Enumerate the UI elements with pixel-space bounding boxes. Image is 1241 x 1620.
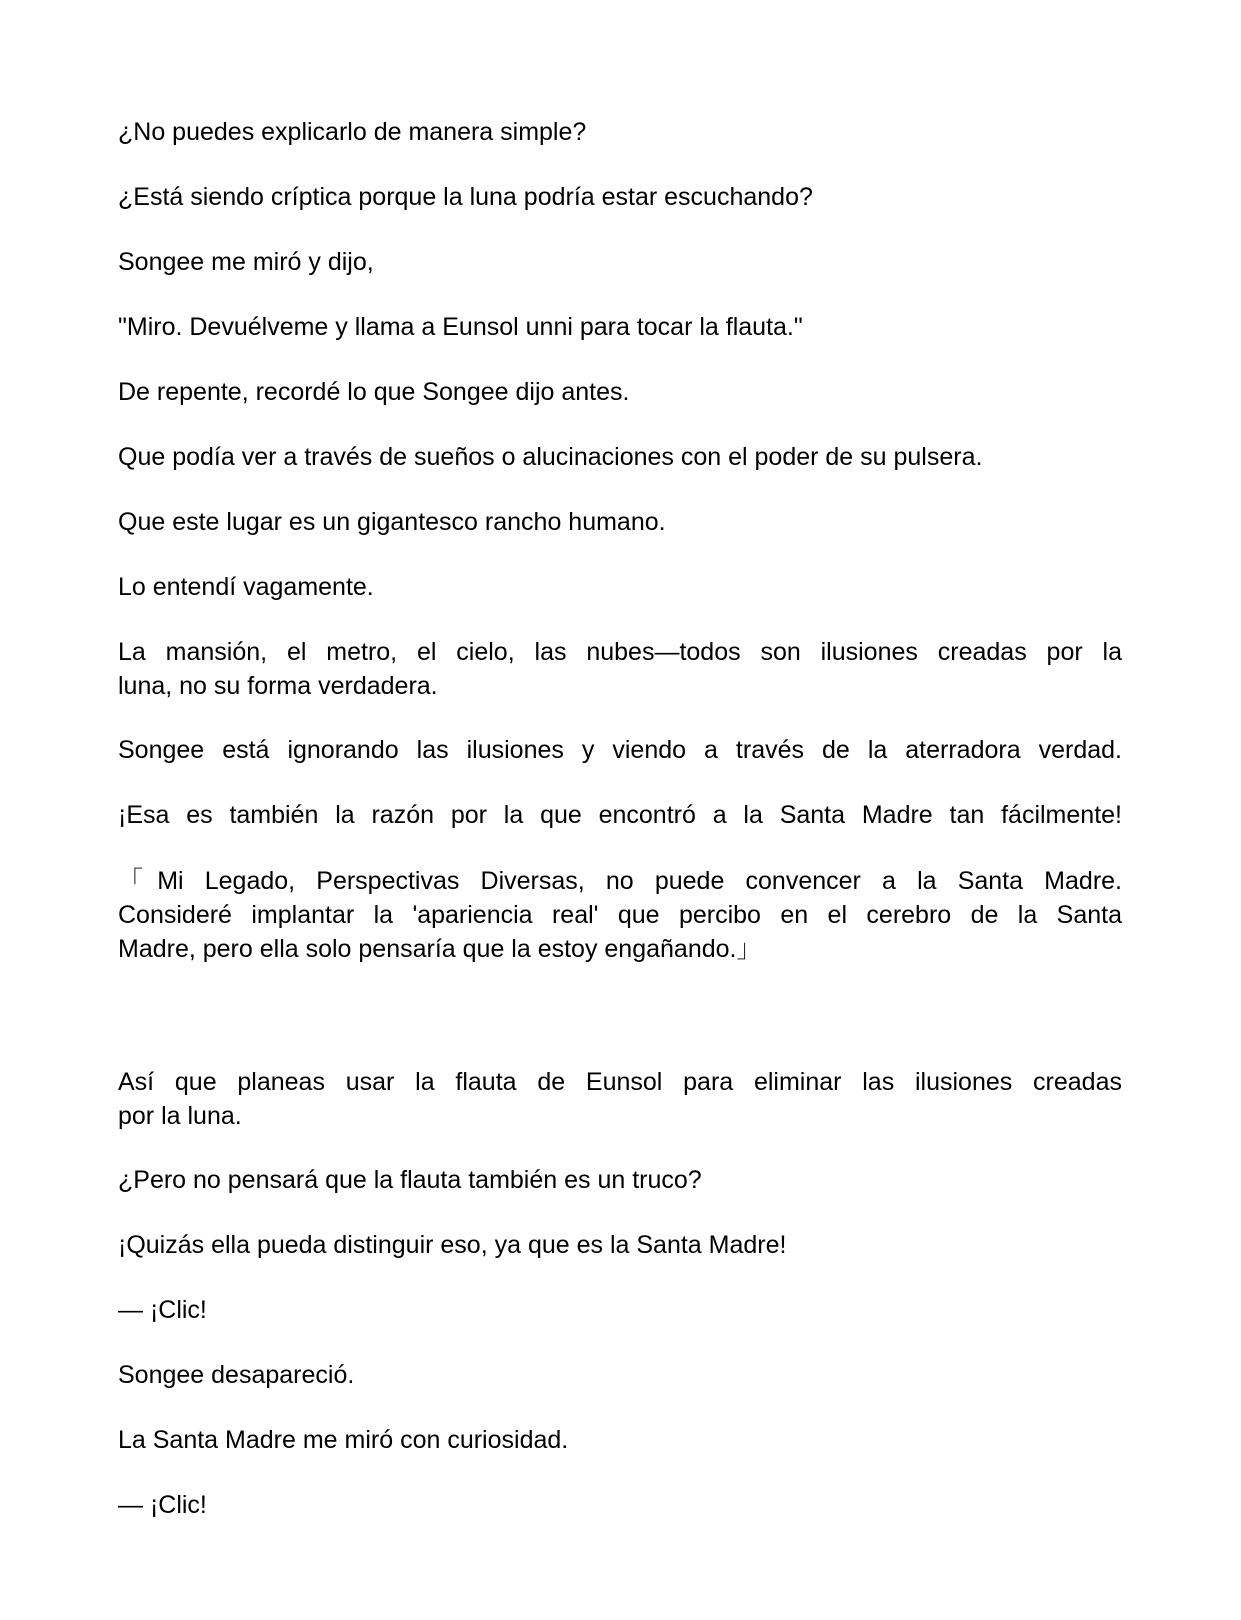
paragraph-line: ¿No puedes explicarlo de manera simple?	[118, 118, 587, 146]
paragraph-line: ¡Quizás ella pueda distinguir eso, ya que es la Santa Madre!	[118, 1231, 787, 1259]
paragraph-line: Que podía ver a través de sueños o alucinaciones con el poder de su pulsera.	[118, 443, 983, 471]
paragraph-line: De repente, recordé lo que Songee dijo antes.	[118, 378, 630, 406]
paragraph-line: — ¡Clic!	[118, 1296, 207, 1324]
paragraph-line: Consideré implantar la 'apariencia real' que percibo en el cerebro de la Santa	[118, 901, 1122, 929]
paragraph-line: "Miro. Devuélveme y llama a Eunsol unni para tocar la flauta."	[118, 313, 803, 341]
paragraph-line: La Santa Madre me miró con curiosidad.	[118, 1426, 569, 1454]
paragraph-line: Songee me miró y dijo,	[118, 248, 374, 276]
paragraph-line: luna, no su forma verdadera.	[118, 672, 438, 700]
paragraph-line: Lo entendí vagamente.	[118, 573, 374, 601]
paragraph-line: Así que planeas usar la flauta de Eunsol para eliminar las ilusiones creadas	[118, 1068, 1122, 1096]
paragraph-line: 「Mi Legado, Perspectivas Diversas, no puede convencer a la Santa Madre.	[118, 867, 1122, 895]
paragraph-line: ¿Está siendo críptica porque la luna podría estar escuchando?	[118, 183, 813, 211]
paragraph-line: Songee desapareció.	[118, 1361, 355, 1389]
paragraph-line: Songee está ignorando las ilusiones y viendo a través de la aterradora verdad.	[118, 736, 1122, 764]
paragraph-line: Que este lugar es un gigantesco rancho humano.	[118, 508, 666, 536]
paragraph-line: — ¡Clic!	[118, 1491, 207, 1519]
paragraph-line: por la luna.	[118, 1102, 242, 1130]
paragraph-line: Madre, pero ella solo pensaría que la estoy engañando.」	[118, 935, 762, 963]
paragraph-line: ¡Esa es también la razón por la que encontró a la Santa Madre tan fácilmente!	[118, 801, 1122, 829]
paragraph-line: ¿Pero no pensará que la flauta también es un truco?	[118, 1166, 702, 1194]
paragraph-line: La mansión, el metro, el cielo, las nubes—todos son ilusiones creadas por la	[118, 638, 1122, 666]
